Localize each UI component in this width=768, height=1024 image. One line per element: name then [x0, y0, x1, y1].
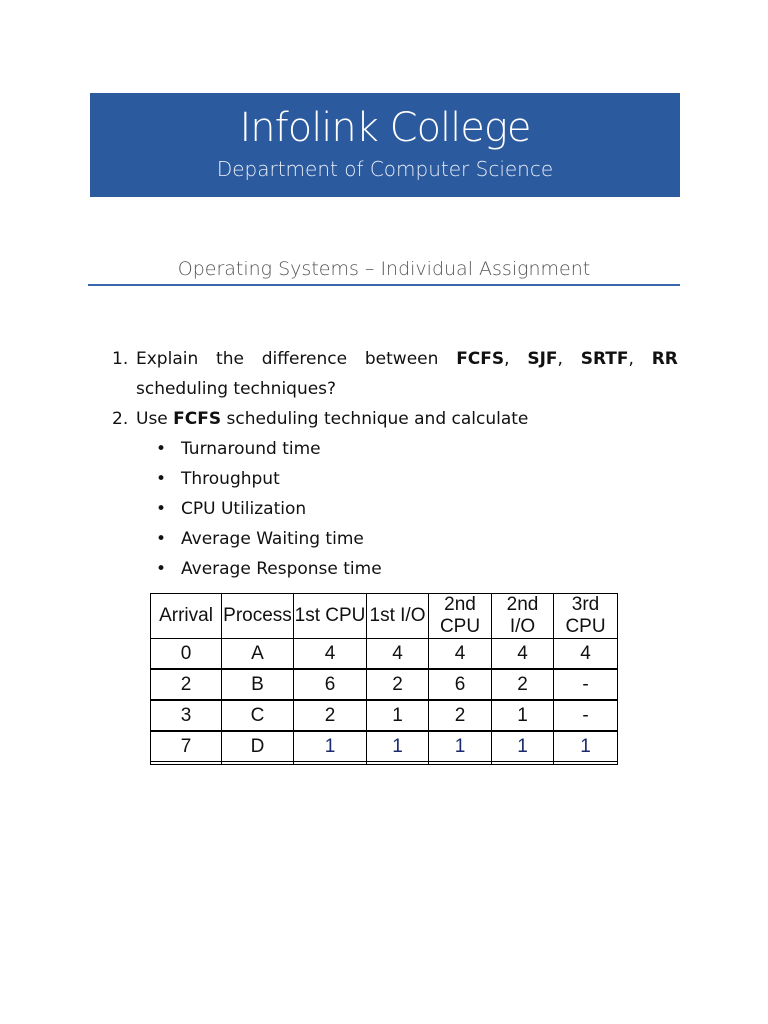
- title-underline: [88, 284, 680, 286]
- term-sjf: SJF: [527, 349, 558, 369]
- table-cell: 0: [151, 639, 222, 670]
- column-header: 1st CPU: [294, 594, 367, 639]
- column-header: 1st I/O: [367, 594, 429, 639]
- table-cell: 4: [554, 639, 618, 670]
- question-1: [112, 344, 678, 404]
- table-cell: D: [222, 731, 294, 762]
- table-cell: A: [222, 639, 294, 670]
- table-cell: 4: [367, 639, 429, 670]
- table-cell: 1: [429, 731, 492, 762]
- column-header: Arrival: [151, 594, 222, 639]
- question-word: the: [216, 349, 244, 369]
- table-cell: 1: [367, 731, 429, 762]
- table-row: [151, 669, 618, 700]
- question-word: difference: [261, 349, 348, 369]
- column-header: 3rd CPU: [554, 594, 618, 639]
- bullet-icon: •: [156, 499, 167, 519]
- header-banner: [90, 93, 680, 197]
- assignment-title: Operating Systems – Individual Assignment: [177, 258, 591, 280]
- table-cell: 6: [294, 669, 367, 700]
- list-item: • CPU Utilization: [156, 494, 678, 524]
- question-2: [112, 404, 678, 434]
- table-cell: 2: [492, 669, 554, 700]
- term-rr: RR: [651, 349, 678, 369]
- term-fcfs: FCFS: [456, 349, 505, 369]
- question-word: Explain: [136, 349, 199, 369]
- table-cell: -: [554, 700, 618, 731]
- bullet-icon: •: [156, 559, 167, 579]
- table-cell: C: [222, 700, 294, 731]
- table-row: [151, 639, 618, 670]
- question-1-continuation: scheduling techniques?: [136, 379, 337, 399]
- department-name: Department of Computer Science: [216, 157, 554, 181]
- table-cell: 1: [367, 700, 429, 731]
- column-header: Process: [222, 594, 294, 639]
- table-row: [151, 700, 618, 731]
- table-cell: 1: [554, 731, 618, 762]
- question-number: 1.: [112, 349, 129, 369]
- table-cell: 4: [429, 639, 492, 670]
- question-2-prefix: Use: [136, 409, 168, 429]
- table-cell: 7: [151, 731, 222, 762]
- table-cell: 4: [294, 639, 367, 670]
- list-item: • Turnaround time: [156, 434, 678, 464]
- list-item: • Average Response time: [156, 554, 678, 584]
- table-cell: 1: [294, 731, 367, 762]
- question-number: 2.: [112, 409, 129, 429]
- table-row: [151, 731, 618, 762]
- table-header-row: [151, 594, 618, 639]
- table-cell: -: [554, 669, 618, 700]
- table-bottom-rule: [151, 762, 618, 765]
- question-list: [112, 344, 678, 584]
- term-fcfs: FCFS: [173, 409, 222, 429]
- list-item: • Throughput: [156, 464, 678, 494]
- bullet-icon: •: [156, 439, 167, 459]
- column-header: 2nd I/O: [492, 594, 554, 639]
- table-cell: 2: [429, 700, 492, 731]
- table-cell: 2: [294, 700, 367, 731]
- column-header: 2nd CPU: [429, 594, 492, 639]
- question-1-line: Explain the difference between FCFS, SJF, SRTF, RR: [136, 344, 678, 374]
- table-cell: 3: [151, 700, 222, 731]
- table-cell: 1: [492, 700, 554, 731]
- process-table: [150, 593, 618, 765]
- bullet-icon: •: [156, 469, 167, 489]
- table-cell: B: [222, 669, 294, 700]
- table-cell: 4: [492, 639, 554, 670]
- question-word: between: [364, 349, 439, 369]
- table-cell: 2: [367, 669, 429, 700]
- college-name: Infolink College: [239, 105, 531, 151]
- bullet-icon: •: [156, 529, 167, 549]
- table-cell: 2: [151, 669, 222, 700]
- table-cell: 6: [429, 669, 492, 700]
- list-item: • Average Waiting time: [156, 524, 678, 554]
- calculation-list: [156, 434, 678, 584]
- table-cell: 1: [492, 731, 554, 762]
- term-srtf: SRTF: [580, 349, 629, 369]
- question-2-suffix: scheduling technique and calculate: [226, 409, 529, 429]
